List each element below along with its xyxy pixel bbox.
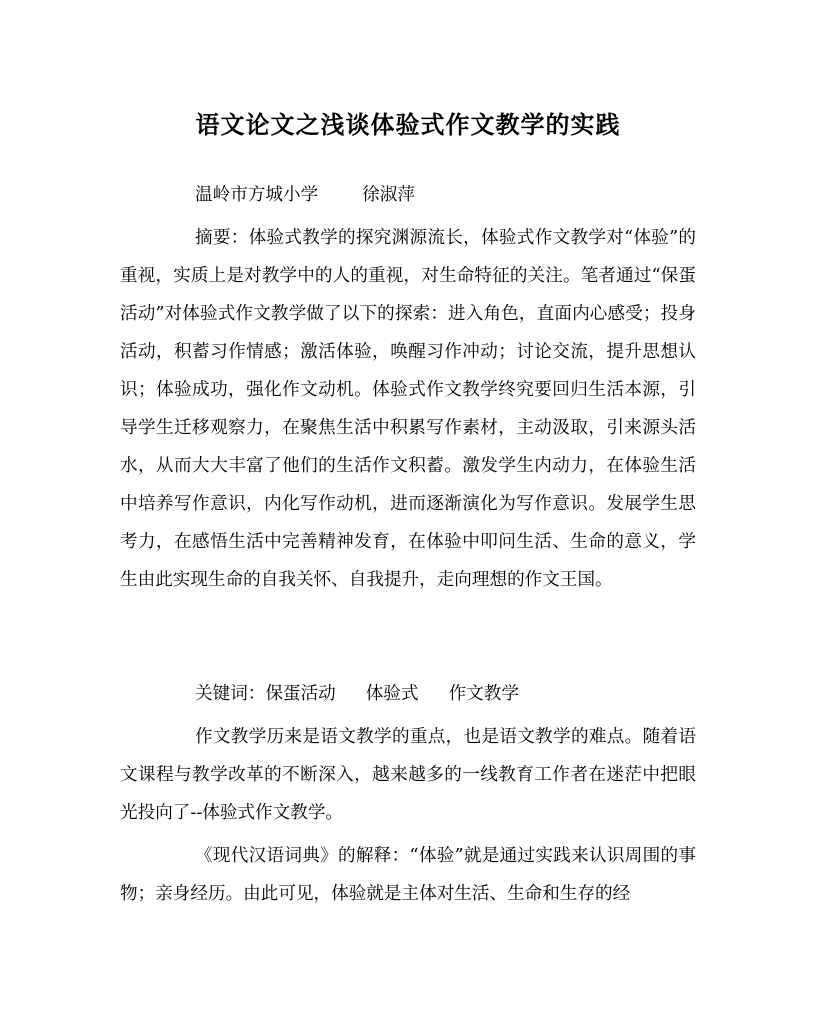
keyword-item: 体验式 <box>365 684 419 704</box>
abstract-paragraph: 摘要：体验式教学的探究渊源流长，体验式作文教学对“体验”的重视，实质上是对教学中的人的重视，对生命特征的关注。笔者通过“保蛋活动”对体验式作文教学做了以下的探索：进入角色，直面内心感受；投身活动，积蓄习作情感；激活体验，唤醒习作冲动；讨论交流，提升思想认识；体验成功，强化作文动机。体验式作文教学终究要回归生活本源，引导学生迁移观察力，在聚焦生活中积累写作素材，主动汲取，引来源头活水，从而大大丰富了他们的生活作文积蓄。激发学生内动力，在体验生活中培养写作意识，内化写作动机，进而逐渐演化为写作意识。发展学生思考力，在感悟生活中完善精神发育，在体验中叩问生活、生命的意义，学生由此实现生命的自我关怀、自我提升，走向理想的作文王国。 <box>120 228 696 590</box>
body-paragraph: 《现代汉语词典》的解释：“体验”就是通过实践来认识周围的事物；亲身经历。由此可见，体验就是主体对生活、生命和生存的经 <box>120 846 696 904</box>
body-paragraph: 作文教学历来是语文教学的重点，也是语文教学的难点。随着语文课程与教学改革的不断深入，越来越多的一线教育工作者在迷茫中把眼光投向了--体验式作文教学。 <box>120 727 696 823</box>
author-line <box>195 176 415 214</box>
keywords-line <box>195 675 519 713</box>
abstract-block <box>120 219 696 599</box>
keyword-item: 保蛋活动 <box>265 684 336 704</box>
keyword-item: 作文教学 <box>448 684 519 704</box>
school-name: 温岭市方城小学 <box>195 185 319 205</box>
keywords-label: 关键词： <box>195 684 266 704</box>
document-title: 语文论文之浅谈体验式作文教学的实践 <box>195 110 621 139</box>
author-name: 徐淑萍 <box>362 185 415 205</box>
body-text <box>120 718 696 913</box>
